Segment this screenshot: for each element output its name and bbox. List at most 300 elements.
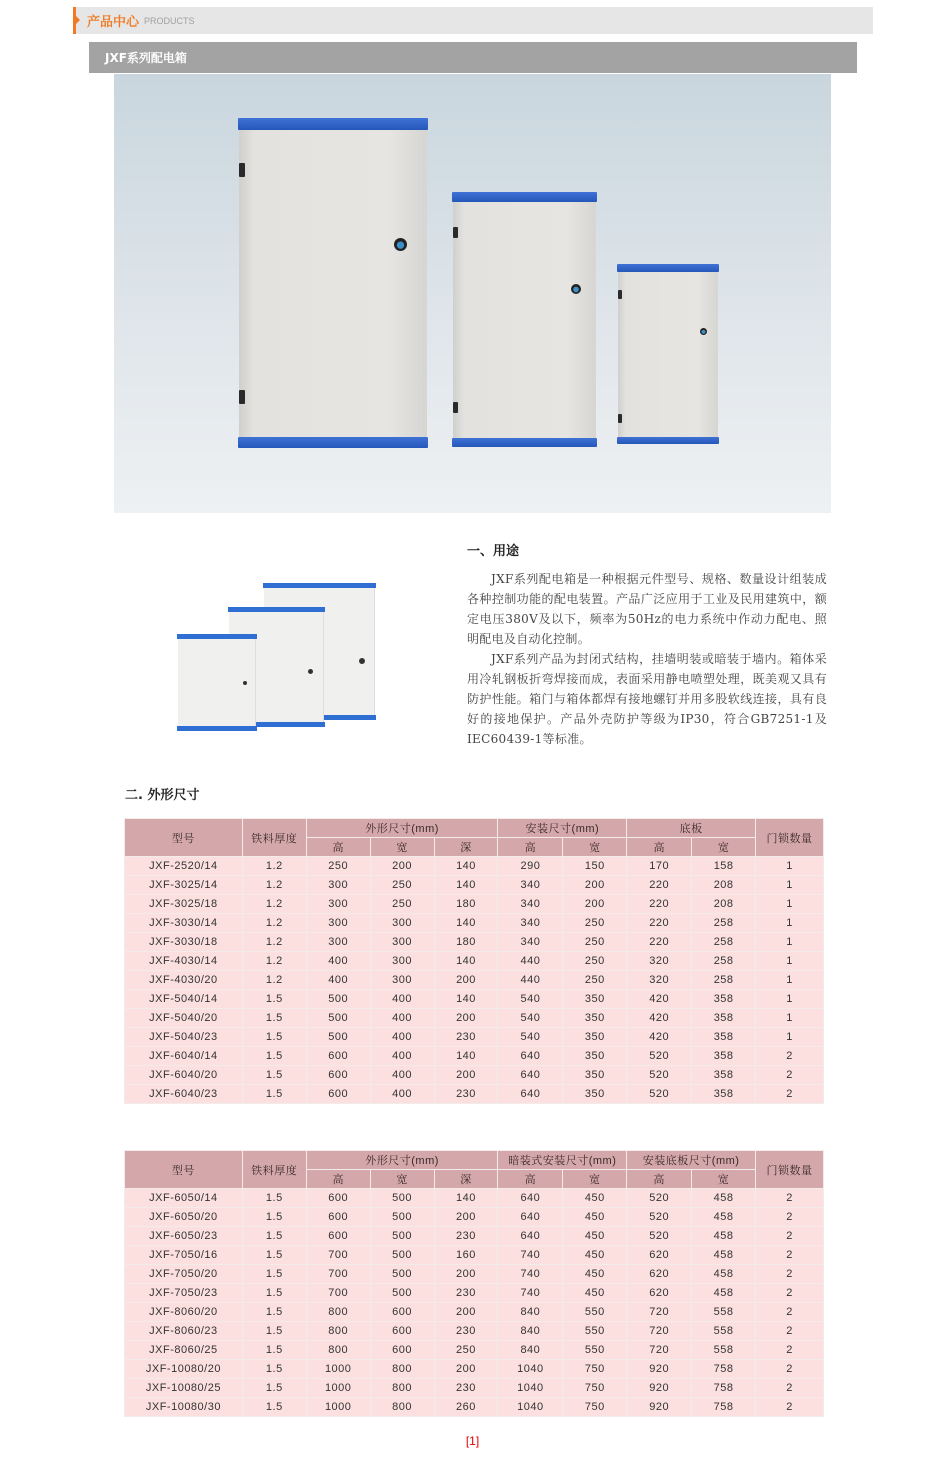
cell-base-height: 720 bbox=[627, 1303, 692, 1322]
cell-lock-count: 2 bbox=[756, 1379, 824, 1398]
cell-outer-width: 400 bbox=[370, 1066, 434, 1085]
cell-lock-count: 2 bbox=[756, 1398, 824, 1417]
table-row bbox=[125, 1341, 824, 1360]
usage-paragraph: JXF系列产品为封闭式结构，挂墙明装或暗装于墙内。箱体采用冷轧钢板折弯焊接而成，表面采用静电喷塑处理，既美观又具有防护性能。箱门与箱体都焊有接地螺钉并用多股软线连接，具有良好的接地保护。产品外壳防护等级为IP30，符合GB7251-1及IEC60439-1等标准。 bbox=[467, 652, 827, 746]
cell-base-width: 258 bbox=[692, 933, 756, 952]
cell-install-height: 340 bbox=[498, 895, 563, 914]
cell-thickness: 1.5 bbox=[242, 1303, 306, 1322]
cell-model: JXF-8060/20 bbox=[125, 1303, 243, 1322]
cell-outer-width: 300 bbox=[370, 952, 434, 971]
cell-install-width: 550 bbox=[563, 1322, 627, 1341]
cell-base-width: 258 bbox=[692, 971, 756, 990]
cell-base-width: 758 bbox=[692, 1360, 756, 1379]
cell-outer-depth: 140 bbox=[434, 857, 498, 876]
cell-outer-width: 300 bbox=[370, 914, 434, 933]
spec-table-1 bbox=[124, 818, 824, 1104]
cell-outer-depth: 180 bbox=[434, 933, 498, 952]
table-row bbox=[125, 971, 824, 990]
cell-install-height: 640 bbox=[498, 1066, 563, 1085]
cell-thickness: 1.5 bbox=[242, 1047, 306, 1066]
cell-model: JXF-3025/14 bbox=[125, 876, 243, 895]
cell-outer-height: 800 bbox=[306, 1322, 370, 1341]
cell-base-height: 420 bbox=[627, 990, 692, 1009]
cell-install-height: 340 bbox=[498, 876, 563, 895]
cell-install-width: 550 bbox=[563, 1303, 627, 1322]
cell-base-height: 320 bbox=[627, 952, 692, 971]
cell-lock-count: 2 bbox=[756, 1189, 824, 1208]
cell-install-width: 350 bbox=[563, 990, 627, 1009]
table-row bbox=[125, 990, 824, 1009]
cell-model: JXF-8060/23 bbox=[125, 1322, 243, 1341]
cell-model: JXF-4030/14 bbox=[125, 952, 243, 971]
table-row bbox=[125, 895, 824, 914]
table-row bbox=[125, 1028, 824, 1047]
cell-outer-height: 700 bbox=[306, 1265, 370, 1284]
cell-install-width: 350 bbox=[563, 1009, 627, 1028]
cell-outer-width: 250 bbox=[370, 876, 434, 895]
cell-thickness: 1.5 bbox=[242, 1246, 306, 1265]
cell-install-width: 750 bbox=[563, 1379, 627, 1398]
cell-outer-depth: 230 bbox=[434, 1284, 498, 1303]
cell-install-height: 840 bbox=[498, 1303, 563, 1322]
cell-install-height: 440 bbox=[498, 971, 563, 990]
cell-outer-depth: 250 bbox=[434, 1341, 498, 1360]
cell-install-height: 840 bbox=[498, 1322, 563, 1341]
table-row bbox=[125, 1246, 824, 1265]
cell-model: JXF-6050/23 bbox=[125, 1227, 243, 1246]
cell-outer-width: 600 bbox=[370, 1303, 434, 1322]
cell-base-width: 208 bbox=[692, 895, 756, 914]
header-model: 型号 bbox=[125, 1151, 243, 1189]
cell-lock-count: 1 bbox=[756, 1028, 824, 1047]
header-height: 高 bbox=[498, 1170, 563, 1189]
cell-outer-width: 500 bbox=[370, 1265, 434, 1284]
table-row bbox=[125, 1360, 824, 1379]
cell-base-width: 358 bbox=[692, 990, 756, 1009]
cell-outer-depth: 200 bbox=[434, 1066, 498, 1085]
table-row bbox=[125, 914, 824, 933]
cell-model: JXF-6040/20 bbox=[125, 1066, 243, 1085]
cell-lock-count: 2 bbox=[756, 1303, 824, 1322]
cell-lock-count: 1 bbox=[756, 914, 824, 933]
cell-outer-depth: 160 bbox=[434, 1246, 498, 1265]
cell-base-height: 420 bbox=[627, 1009, 692, 1028]
cell-lock-count: 1 bbox=[756, 1009, 824, 1028]
cell-thickness: 1.5 bbox=[242, 1322, 306, 1341]
table-row bbox=[125, 1047, 824, 1066]
cell-lock-count: 1 bbox=[756, 990, 824, 1009]
cell-base-width: 358 bbox=[692, 1009, 756, 1028]
cell-outer-width: 500 bbox=[370, 1246, 434, 1265]
cell-install-height: 1040 bbox=[498, 1398, 563, 1417]
cell-model: JXF-8060/25 bbox=[125, 1341, 243, 1360]
header-model: 型号 bbox=[125, 819, 243, 857]
cell-outer-height: 500 bbox=[306, 1009, 370, 1028]
table-row bbox=[125, 1227, 824, 1246]
cell-outer-width: 800 bbox=[370, 1398, 434, 1417]
cell-base-height: 320 bbox=[627, 971, 692, 990]
section-header bbox=[73, 7, 873, 34]
product-title-bar bbox=[89, 42, 857, 73]
header-height: 高 bbox=[627, 838, 692, 857]
cell-thickness: 1.5 bbox=[242, 1398, 306, 1417]
cell-base-height: 170 bbox=[627, 857, 692, 876]
cell-outer-depth: 230 bbox=[434, 1085, 498, 1104]
cell-install-height: 640 bbox=[498, 1189, 563, 1208]
cell-outer-height: 500 bbox=[306, 990, 370, 1009]
cell-thickness: 1.2 bbox=[242, 914, 306, 933]
cell-install-width: 250 bbox=[563, 952, 627, 971]
cell-model: JXF-7050/16 bbox=[125, 1246, 243, 1265]
thumb-cabinet-small bbox=[177, 634, 257, 731]
header-install-size: 安装尺寸(mm) bbox=[498, 819, 627, 838]
header-width: 宽 bbox=[692, 1170, 756, 1189]
cell-lock-count: 1 bbox=[756, 876, 824, 895]
spec-table-2 bbox=[124, 1150, 824, 1417]
cell-outer-width: 500 bbox=[370, 1189, 434, 1208]
cell-base-width: 358 bbox=[692, 1047, 756, 1066]
cell-outer-width: 500 bbox=[370, 1208, 434, 1227]
cell-install-width: 350 bbox=[563, 1028, 627, 1047]
header-base-plate: 底板 bbox=[627, 819, 756, 838]
cell-base-width: 158 bbox=[692, 857, 756, 876]
cell-outer-width: 600 bbox=[370, 1322, 434, 1341]
cell-outer-height: 600 bbox=[306, 1208, 370, 1227]
cell-base-height: 220 bbox=[627, 914, 692, 933]
cell-outer-height: 800 bbox=[306, 1303, 370, 1322]
cell-lock-count: 1 bbox=[756, 952, 824, 971]
cell-thickness: 1.5 bbox=[242, 1360, 306, 1379]
cell-base-width: 358 bbox=[692, 1028, 756, 1047]
cell-install-width: 150 bbox=[563, 857, 627, 876]
lock-icon bbox=[571, 284, 581, 294]
cell-install-width: 200 bbox=[563, 876, 627, 895]
cell-outer-depth: 230 bbox=[434, 1227, 498, 1246]
cell-model: JXF-7050/20 bbox=[125, 1265, 243, 1284]
header-concealed-install-size: 暗装式安装尺寸(mm) bbox=[498, 1151, 627, 1170]
cell-install-width: 350 bbox=[563, 1066, 627, 1085]
table-row bbox=[125, 1265, 824, 1284]
cell-lock-count: 2 bbox=[756, 1066, 824, 1085]
cell-model: JXF-4030/20 bbox=[125, 971, 243, 990]
cell-install-height: 640 bbox=[498, 1085, 563, 1104]
cell-install-width: 350 bbox=[563, 1047, 627, 1066]
cell-lock-count: 1 bbox=[756, 971, 824, 990]
table-row bbox=[125, 1189, 824, 1208]
cell-lock-count: 1 bbox=[756, 933, 824, 952]
cell-lock-count: 2 bbox=[756, 1284, 824, 1303]
cell-base-width: 458 bbox=[692, 1265, 756, 1284]
cell-model: JXF-10080/20 bbox=[125, 1360, 243, 1379]
cell-thickness: 1.2 bbox=[242, 876, 306, 895]
cell-outer-depth: 140 bbox=[434, 1047, 498, 1066]
cell-install-height: 840 bbox=[498, 1341, 563, 1360]
header-height: 高 bbox=[306, 838, 370, 857]
cell-thickness: 1.5 bbox=[242, 1341, 306, 1360]
cell-outer-height: 600 bbox=[306, 1066, 370, 1085]
cell-outer-height: 1000 bbox=[306, 1398, 370, 1417]
header-lock-count: 门锁数量 bbox=[756, 1151, 824, 1189]
cell-outer-height: 800 bbox=[306, 1341, 370, 1360]
cell-install-height: 540 bbox=[498, 1009, 563, 1028]
cell-model: JXF-3030/18 bbox=[125, 933, 243, 952]
cell-model: JXF-5040/20 bbox=[125, 1009, 243, 1028]
cell-outer-depth: 180 bbox=[434, 895, 498, 914]
cell-base-width: 458 bbox=[692, 1227, 756, 1246]
thumbnail-product-image bbox=[170, 575, 390, 745]
cell-outer-depth: 140 bbox=[434, 1189, 498, 1208]
cell-outer-depth: 140 bbox=[434, 952, 498, 971]
table-row bbox=[125, 1208, 824, 1227]
cell-install-height: 740 bbox=[498, 1246, 563, 1265]
cell-install-width: 750 bbox=[563, 1398, 627, 1417]
cell-lock-count: 2 bbox=[756, 1047, 824, 1066]
cell-outer-depth: 200 bbox=[434, 1265, 498, 1284]
cell-outer-height: 600 bbox=[306, 1047, 370, 1066]
cell-install-width: 450 bbox=[563, 1246, 627, 1265]
cell-outer-depth: 230 bbox=[434, 1028, 498, 1047]
header-width: 宽 bbox=[563, 1170, 627, 1189]
cell-base-width: 358 bbox=[692, 1085, 756, 1104]
cell-install-width: 250 bbox=[563, 914, 627, 933]
lock-icon bbox=[700, 328, 707, 335]
header-depth: 深 bbox=[434, 1170, 498, 1189]
cell-outer-depth: 230 bbox=[434, 1379, 498, 1398]
table-row bbox=[125, 1379, 824, 1398]
header-width: 宽 bbox=[370, 838, 434, 857]
cell-install-width: 450 bbox=[563, 1265, 627, 1284]
cell-install-height: 740 bbox=[498, 1284, 563, 1303]
table-row bbox=[125, 933, 824, 952]
section-title-cn: 产品中心 bbox=[87, 15, 140, 30]
cell-outer-depth: 200 bbox=[434, 1303, 498, 1322]
cell-outer-height: 600 bbox=[306, 1189, 370, 1208]
cell-thickness: 1.5 bbox=[242, 990, 306, 1009]
cell-base-height: 920 bbox=[627, 1379, 692, 1398]
cell-base-height: 520 bbox=[627, 1189, 692, 1208]
cell-base-width: 458 bbox=[692, 1246, 756, 1265]
cell-outer-width: 500 bbox=[370, 1284, 434, 1303]
cell-base-height: 920 bbox=[627, 1360, 692, 1379]
cell-thickness: 1.5 bbox=[242, 1284, 306, 1303]
cell-base-width: 458 bbox=[692, 1189, 756, 1208]
page-link-1[interactable]: [1] bbox=[465, 1434, 480, 1448]
cell-install-width: 450 bbox=[563, 1208, 627, 1227]
lock-icon bbox=[394, 238, 407, 251]
cell-outer-depth: 140 bbox=[434, 990, 498, 1009]
arrow-right-icon bbox=[76, 16, 80, 24]
cell-base-height: 620 bbox=[627, 1284, 692, 1303]
cell-outer-depth: 200 bbox=[434, 1208, 498, 1227]
table-row bbox=[125, 1322, 824, 1341]
cell-base-width: 758 bbox=[692, 1379, 756, 1398]
header-width: 宽 bbox=[370, 1170, 434, 1189]
cell-outer-width: 400 bbox=[370, 1085, 434, 1104]
cell-outer-width: 600 bbox=[370, 1341, 434, 1360]
cell-thickness: 1.5 bbox=[242, 1227, 306, 1246]
table-body bbox=[125, 857, 824, 1104]
cell-model: JXF-6050/14 bbox=[125, 1189, 243, 1208]
cell-outer-height: 250 bbox=[306, 857, 370, 876]
cell-outer-width: 400 bbox=[370, 1047, 434, 1066]
table-row bbox=[125, 857, 824, 876]
cell-thickness: 1.5 bbox=[242, 1265, 306, 1284]
cell-model: JXF-10080/30 bbox=[125, 1398, 243, 1417]
cell-install-width: 450 bbox=[563, 1284, 627, 1303]
cell-outer-height: 500 bbox=[306, 1028, 370, 1047]
pagination bbox=[0, 1434, 945, 1448]
cell-thickness: 1.2 bbox=[242, 933, 306, 952]
cell-lock-count: 1 bbox=[756, 857, 824, 876]
cell-base-height: 920 bbox=[627, 1398, 692, 1417]
cell-base-height: 620 bbox=[627, 1246, 692, 1265]
cell-thickness: 1.5 bbox=[242, 1189, 306, 1208]
cabinet-small bbox=[617, 264, 719, 444]
cell-base-height: 220 bbox=[627, 876, 692, 895]
cell-outer-width: 300 bbox=[370, 933, 434, 952]
cell-lock-count: 1 bbox=[756, 895, 824, 914]
header-depth: 深 bbox=[434, 838, 498, 857]
usage-paragraph: JXF系列配电箱是一种根据元件型号、规格、数量设计组装成各种控制功能的配电装置。产品广泛应用于工业及民用建筑中，额定电压380V及以下，频率为50Hz的电力系统中作动力配电、照明配电及自动化控制。 bbox=[467, 572, 827, 646]
header-thickness: 铁料厚度 bbox=[242, 1151, 306, 1189]
cell-model: JXF-5040/14 bbox=[125, 990, 243, 1009]
cell-model: JXF-10080/25 bbox=[125, 1379, 243, 1398]
table-row bbox=[125, 1009, 824, 1028]
header-base-plate-size: 安装底板尺寸(mm) bbox=[627, 1151, 756, 1170]
cell-thickness: 1.2 bbox=[242, 895, 306, 914]
header-lock-count: 门锁数量 bbox=[756, 819, 824, 857]
cell-base-height: 220 bbox=[627, 933, 692, 952]
cell-outer-height: 1000 bbox=[306, 1379, 370, 1398]
usage-heading: 一、用途 bbox=[467, 544, 520, 559]
cell-install-width: 450 bbox=[563, 1189, 627, 1208]
cell-lock-count: 2 bbox=[756, 1265, 824, 1284]
cell-install-height: 640 bbox=[498, 1047, 563, 1066]
table-row bbox=[125, 1398, 824, 1417]
product-title: JXF系列配电箱 bbox=[105, 51, 187, 65]
cell-thickness: 1.5 bbox=[242, 1028, 306, 1047]
cell-install-height: 640 bbox=[498, 1227, 563, 1246]
cell-install-width: 250 bbox=[563, 933, 627, 952]
cell-install-height: 540 bbox=[498, 990, 563, 1009]
table-row bbox=[125, 1284, 824, 1303]
cell-base-height: 220 bbox=[627, 895, 692, 914]
header-height: 高 bbox=[627, 1170, 692, 1189]
cell-model: JXF-7050/23 bbox=[125, 1284, 243, 1303]
cell-base-width: 258 bbox=[692, 952, 756, 971]
cell-base-width: 458 bbox=[692, 1208, 756, 1227]
cell-thickness: 1.5 bbox=[242, 1085, 306, 1104]
cell-install-height: 1040 bbox=[498, 1379, 563, 1398]
cell-outer-depth: 200 bbox=[434, 971, 498, 990]
cell-outer-width: 800 bbox=[370, 1379, 434, 1398]
cell-thickness: 1.5 bbox=[242, 1009, 306, 1028]
header-height: 高 bbox=[306, 1170, 370, 1189]
cell-base-height: 520 bbox=[627, 1208, 692, 1227]
cell-thickness: 1.2 bbox=[242, 952, 306, 971]
cell-outer-height: 400 bbox=[306, 952, 370, 971]
cell-outer-height: 600 bbox=[306, 1085, 370, 1104]
cell-install-height: 640 bbox=[498, 1208, 563, 1227]
cell-base-height: 520 bbox=[627, 1047, 692, 1066]
header-width: 宽 bbox=[563, 838, 627, 857]
cell-base-width: 558 bbox=[692, 1341, 756, 1360]
cell-base-height: 620 bbox=[627, 1265, 692, 1284]
cell-thickness: 1.5 bbox=[242, 1066, 306, 1085]
cell-outer-width: 250 bbox=[370, 895, 434, 914]
header-thickness: 铁料厚度 bbox=[242, 819, 306, 857]
header-outer-size: 外形尺寸(mm) bbox=[306, 819, 498, 838]
cell-outer-height: 300 bbox=[306, 933, 370, 952]
cell-base-height: 420 bbox=[627, 1028, 692, 1047]
cell-base-width: 208 bbox=[692, 876, 756, 895]
cell-model: JXF-5040/23 bbox=[125, 1028, 243, 1047]
cell-outer-width: 800 bbox=[370, 1360, 434, 1379]
table-body bbox=[125, 1189, 824, 1417]
cell-lock-count: 2 bbox=[756, 1322, 824, 1341]
cell-outer-width: 300 bbox=[370, 971, 434, 990]
cell-lock-count: 2 bbox=[756, 1227, 824, 1246]
cell-install-height: 740 bbox=[498, 1265, 563, 1284]
cell-thickness: 1.2 bbox=[242, 971, 306, 990]
cell-outer-width: 400 bbox=[370, 990, 434, 1009]
cell-install-height: 440 bbox=[498, 952, 563, 971]
cell-base-width: 558 bbox=[692, 1303, 756, 1322]
cell-lock-count: 2 bbox=[756, 1208, 824, 1227]
cabinet-medium bbox=[452, 192, 597, 447]
cell-base-width: 458 bbox=[692, 1284, 756, 1303]
cell-outer-depth: 230 bbox=[434, 1322, 498, 1341]
cell-install-height: 340 bbox=[498, 933, 563, 952]
cell-outer-width: 400 bbox=[370, 1028, 434, 1047]
table-row bbox=[125, 952, 824, 971]
cell-outer-height: 300 bbox=[306, 876, 370, 895]
cell-outer-height: 400 bbox=[306, 971, 370, 990]
cell-outer-width: 400 bbox=[370, 1009, 434, 1028]
cell-thickness: 1.5 bbox=[242, 1208, 306, 1227]
cell-install-width: 250 bbox=[563, 971, 627, 990]
cell-base-height: 520 bbox=[627, 1066, 692, 1085]
cell-outer-depth: 140 bbox=[434, 914, 498, 933]
cell-outer-width: 200 bbox=[370, 857, 434, 876]
cell-install-height: 290 bbox=[498, 857, 563, 876]
cell-base-height: 520 bbox=[627, 1227, 692, 1246]
section-title-en: PRODUCTS bbox=[144, 15, 195, 26]
cell-model: JXF-6040/23 bbox=[125, 1085, 243, 1104]
dimensions-heading: 二. 外形尺寸 bbox=[125, 788, 200, 803]
usage-section bbox=[467, 540, 827, 749]
cell-thickness: 1.2 bbox=[242, 857, 306, 876]
cell-outer-depth: 260 bbox=[434, 1398, 498, 1417]
cell-lock-count: 2 bbox=[756, 1085, 824, 1104]
cell-base-width: 758 bbox=[692, 1398, 756, 1417]
cell-base-width: 358 bbox=[692, 1066, 756, 1085]
cell-base-width: 558 bbox=[692, 1322, 756, 1341]
cell-install-height: 1040 bbox=[498, 1360, 563, 1379]
cell-thickness: 1.5 bbox=[242, 1379, 306, 1398]
cell-outer-height: 600 bbox=[306, 1227, 370, 1246]
cell-outer-height: 700 bbox=[306, 1246, 370, 1265]
header-outer-size: 外形尺寸(mm) bbox=[306, 1151, 498, 1170]
cell-outer-depth: 200 bbox=[434, 1360, 498, 1379]
cell-lock-count: 2 bbox=[756, 1360, 824, 1379]
cell-install-height: 340 bbox=[498, 914, 563, 933]
cell-base-height: 720 bbox=[627, 1341, 692, 1360]
cell-outer-width: 500 bbox=[370, 1227, 434, 1246]
cell-model: JXF-3025/18 bbox=[125, 895, 243, 914]
cell-model: JXF-3030/14 bbox=[125, 914, 243, 933]
header-width: 宽 bbox=[692, 838, 756, 857]
